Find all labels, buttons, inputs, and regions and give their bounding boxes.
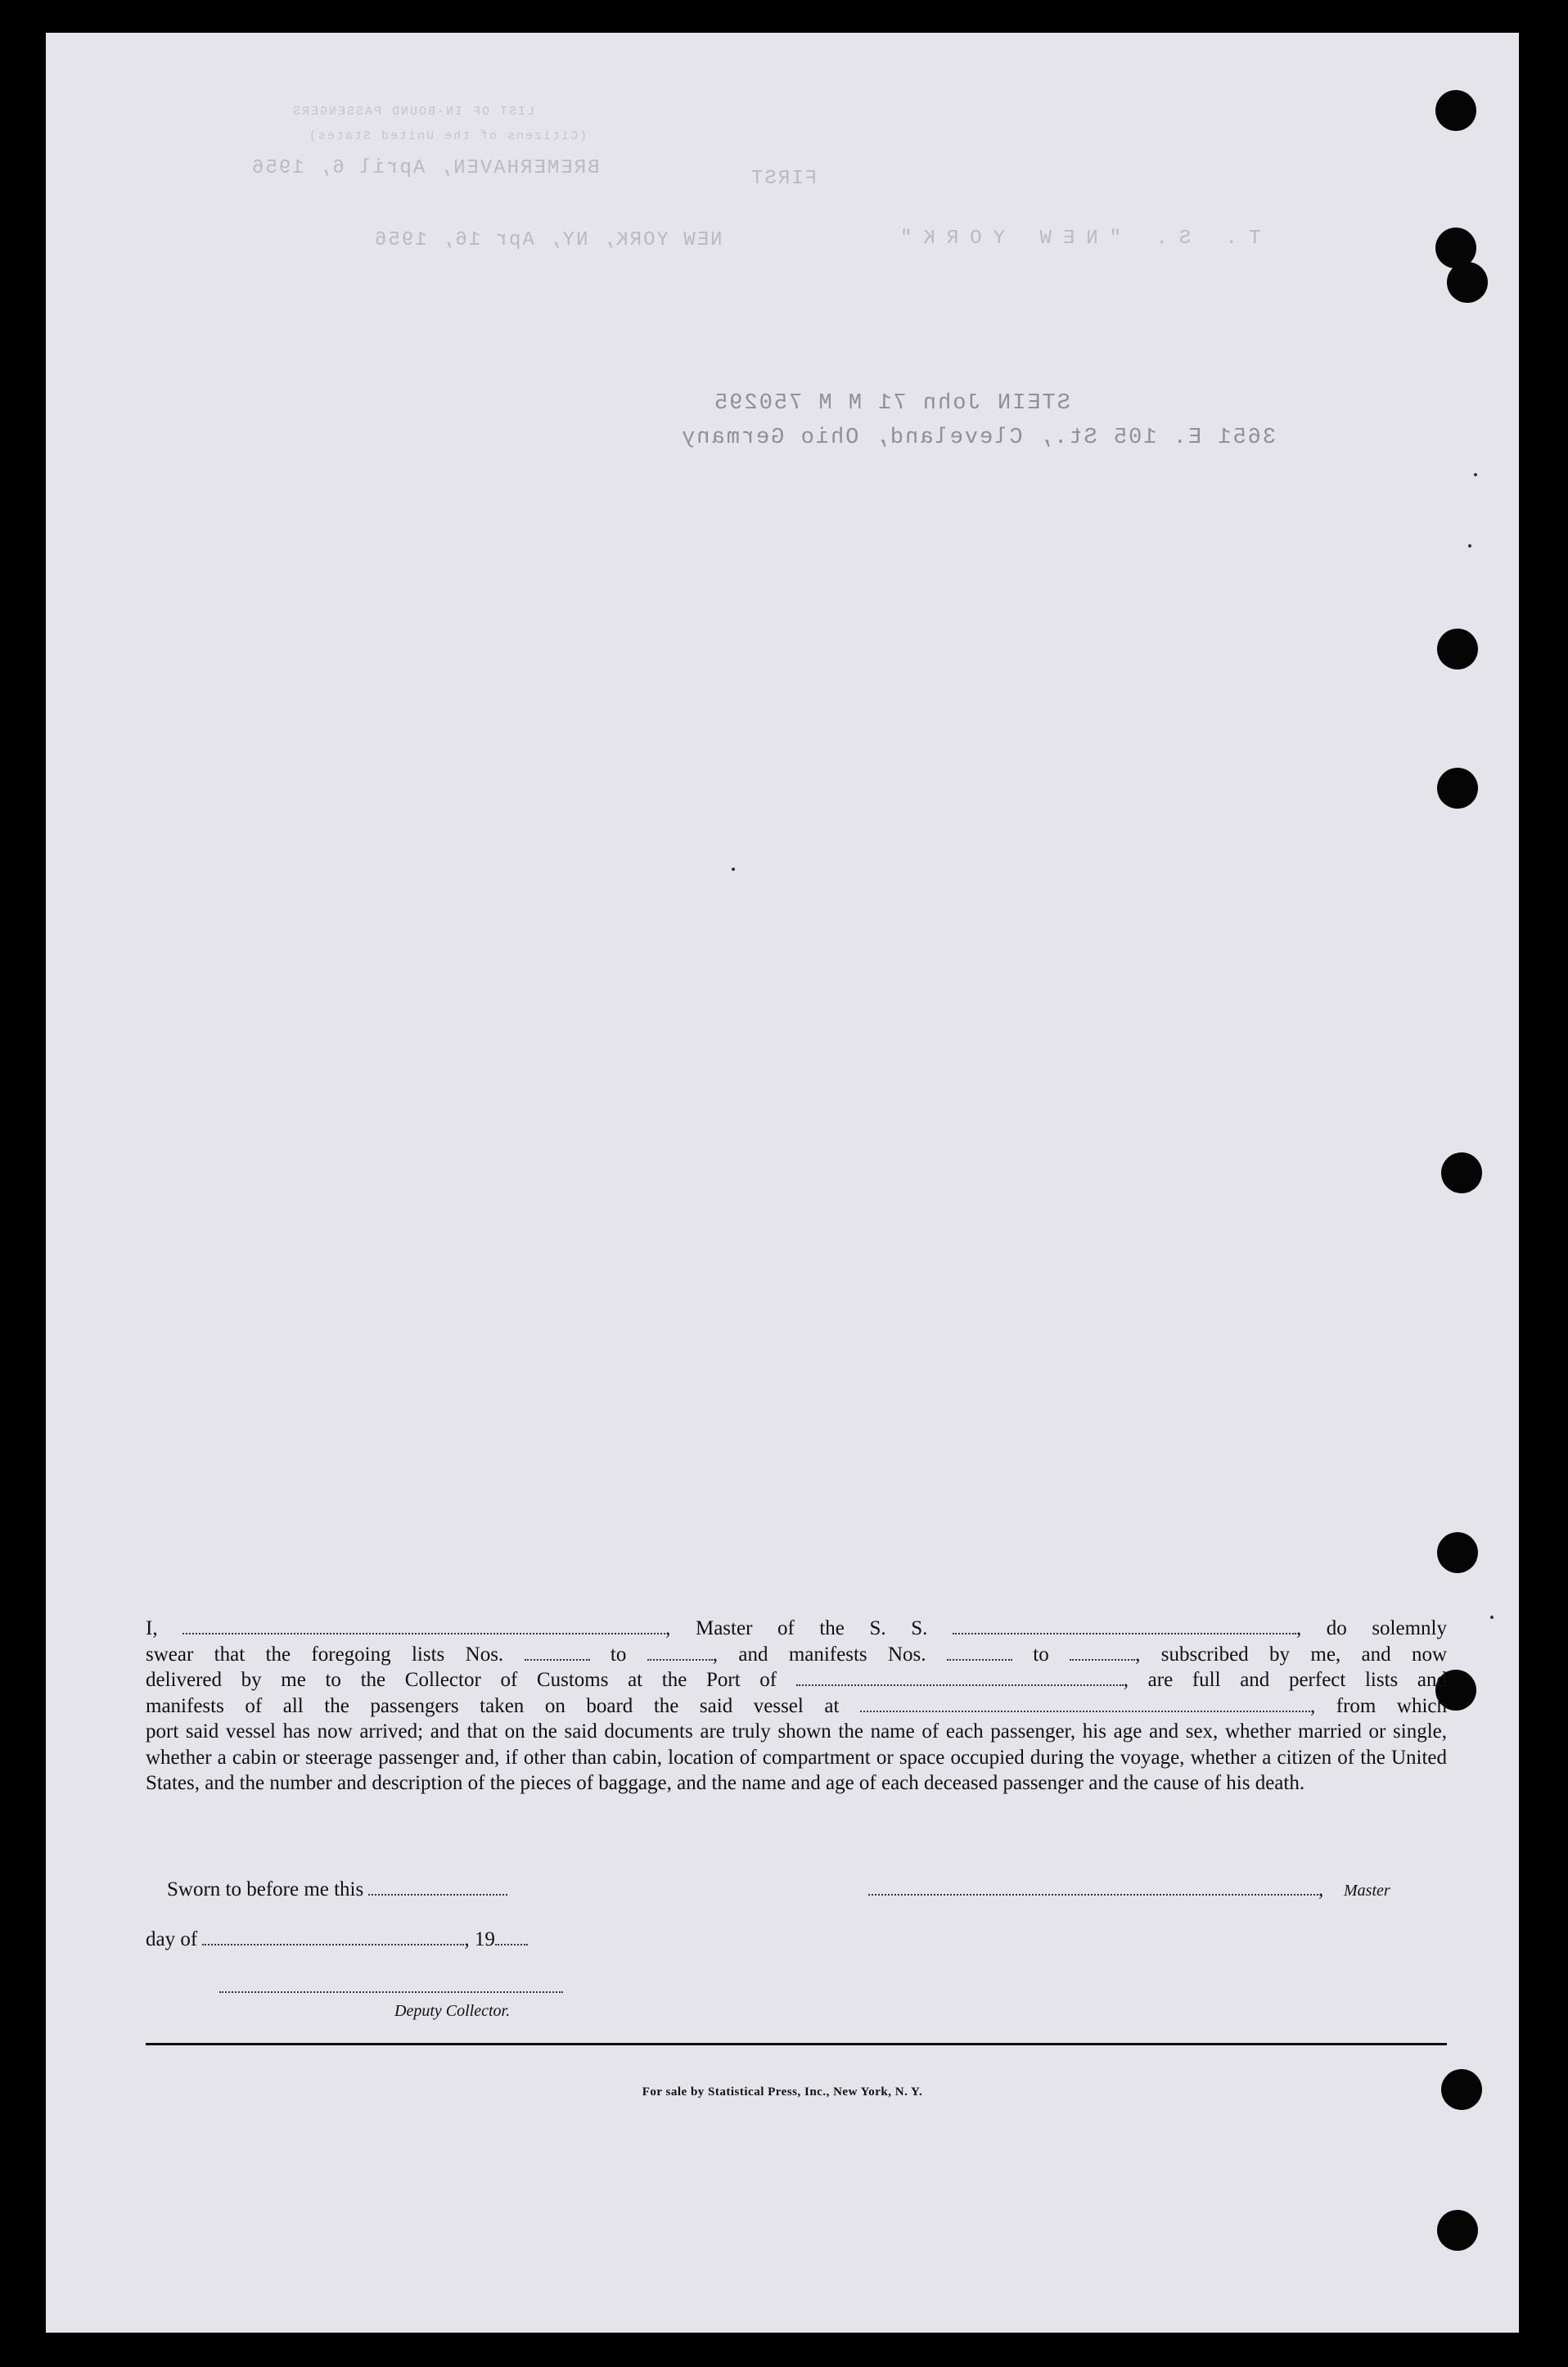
speck (1474, 473, 1477, 476)
year-prefix: , 19 (464, 1928, 495, 1950)
vessel-port-blank (860, 1697, 1310, 1712)
oath-do-solemnly: , do solemnly (1295, 1617, 1447, 1639)
oath-paragraph (146, 1616, 1447, 1797)
oath-full-perfect: , are full and perfect lists and (1123, 1669, 1448, 1691)
oath-master-of: , Master of the S. S. (665, 1617, 928, 1639)
bleed-entry-line2: 3651 E. 105 St., Cleveland, Ohio Germany (680, 426, 1277, 450)
master-label: Master (1344, 1882, 1390, 1900)
list-to-blank (647, 1646, 713, 1661)
master-signature-blank (868, 1881, 1318, 1896)
manifest-from-blank (947, 1646, 1012, 1661)
speck (1490, 1616, 1494, 1619)
month-blank (202, 1931, 464, 1945)
bleed-class: FIRST (750, 168, 818, 190)
oath-delivered: delivered by me to the Collector of Customs at the Port of (146, 1669, 777, 1691)
deputy-signature-blank (219, 1978, 563, 1993)
oath-and-manifests: , and manifests Nos. (712, 1643, 926, 1666)
oath-from-which: , from which (1309, 1694, 1447, 1717)
binder-hole (1437, 629, 1478, 670)
binder-hole (1441, 1152, 1482, 1193)
day-of-row (146, 1928, 528, 1951)
speck (1468, 544, 1471, 548)
binder-hole (1437, 1532, 1478, 1573)
bleed-header-sub: (Citizens of the United States) (308, 129, 588, 143)
sworn-label: Sworn to before me this (167, 1878, 364, 1900)
master-sign-row: , (868, 1878, 1323, 1901)
deputy-sign-row (219, 1976, 563, 1999)
list-from-blank (525, 1646, 590, 1661)
binder-hole (1435, 90, 1476, 131)
oath-rest: port said vessel has now arrived; and that on the said documents are truly shown the name of each passenger, his age and sex, whether married or single, whether a cabin or steerage passenger and, if other than cabin, location of compartment or space occupied during the voyage, whether a citizen of the United States, and the number and description of the pieces of baggage, and the name and age of each deceased passenger and the cause of his death. (146, 1720, 1447, 1794)
sworn-day-blank (368, 1881, 507, 1896)
ship-name-blank (953, 1620, 1296, 1634)
oath-swear: swear that the foregoing lists Nos. (146, 1643, 504, 1666)
bleed-entry-line1: STEIN John 71 M M 750295 (713, 391, 1070, 416)
bleed-header: LIST OF IN-BOUND PASSENGERS (291, 105, 535, 119)
day-of-label: day of (146, 1928, 198, 1950)
port-blank (796, 1671, 1124, 1686)
oath-manifests-of: manifests of all the passengers taken on board the said vessel at (146, 1694, 840, 1717)
binder-hole (1437, 768, 1478, 809)
footer-rule (146, 2043, 1447, 2045)
sworn-row (167, 1878, 507, 1901)
manifest-page (46, 33, 1519, 2333)
oath-subscribed: , subscribed by me, and now (1135, 1643, 1448, 1666)
footer-imprint: For sale by Statistical Press, Inc., New York, N. Y. (642, 2085, 923, 2099)
deputy-label: Deputy Collector. (394, 2002, 511, 2020)
oath-to-1: to (610, 1643, 627, 1666)
binder-hole (1447, 262, 1488, 303)
oath-to-2: to (1033, 1643, 1049, 1666)
bleed-ship-name: T. S. "NEW YORK" (889, 228, 1261, 250)
bleed-departure: BREMERHAVEN, April 6, 1956 (250, 157, 600, 179)
bleed-arrival: NEW YORK, NY, Apr 16, 1956 (373, 229, 723, 251)
year-blank (495, 1931, 528, 1945)
manifest-to-blank (1070, 1646, 1135, 1661)
speck (732, 868, 735, 871)
master-name-blank (182, 1620, 665, 1634)
oath-i: I, (146, 1617, 158, 1639)
binder-hole (1437, 2210, 1478, 2251)
